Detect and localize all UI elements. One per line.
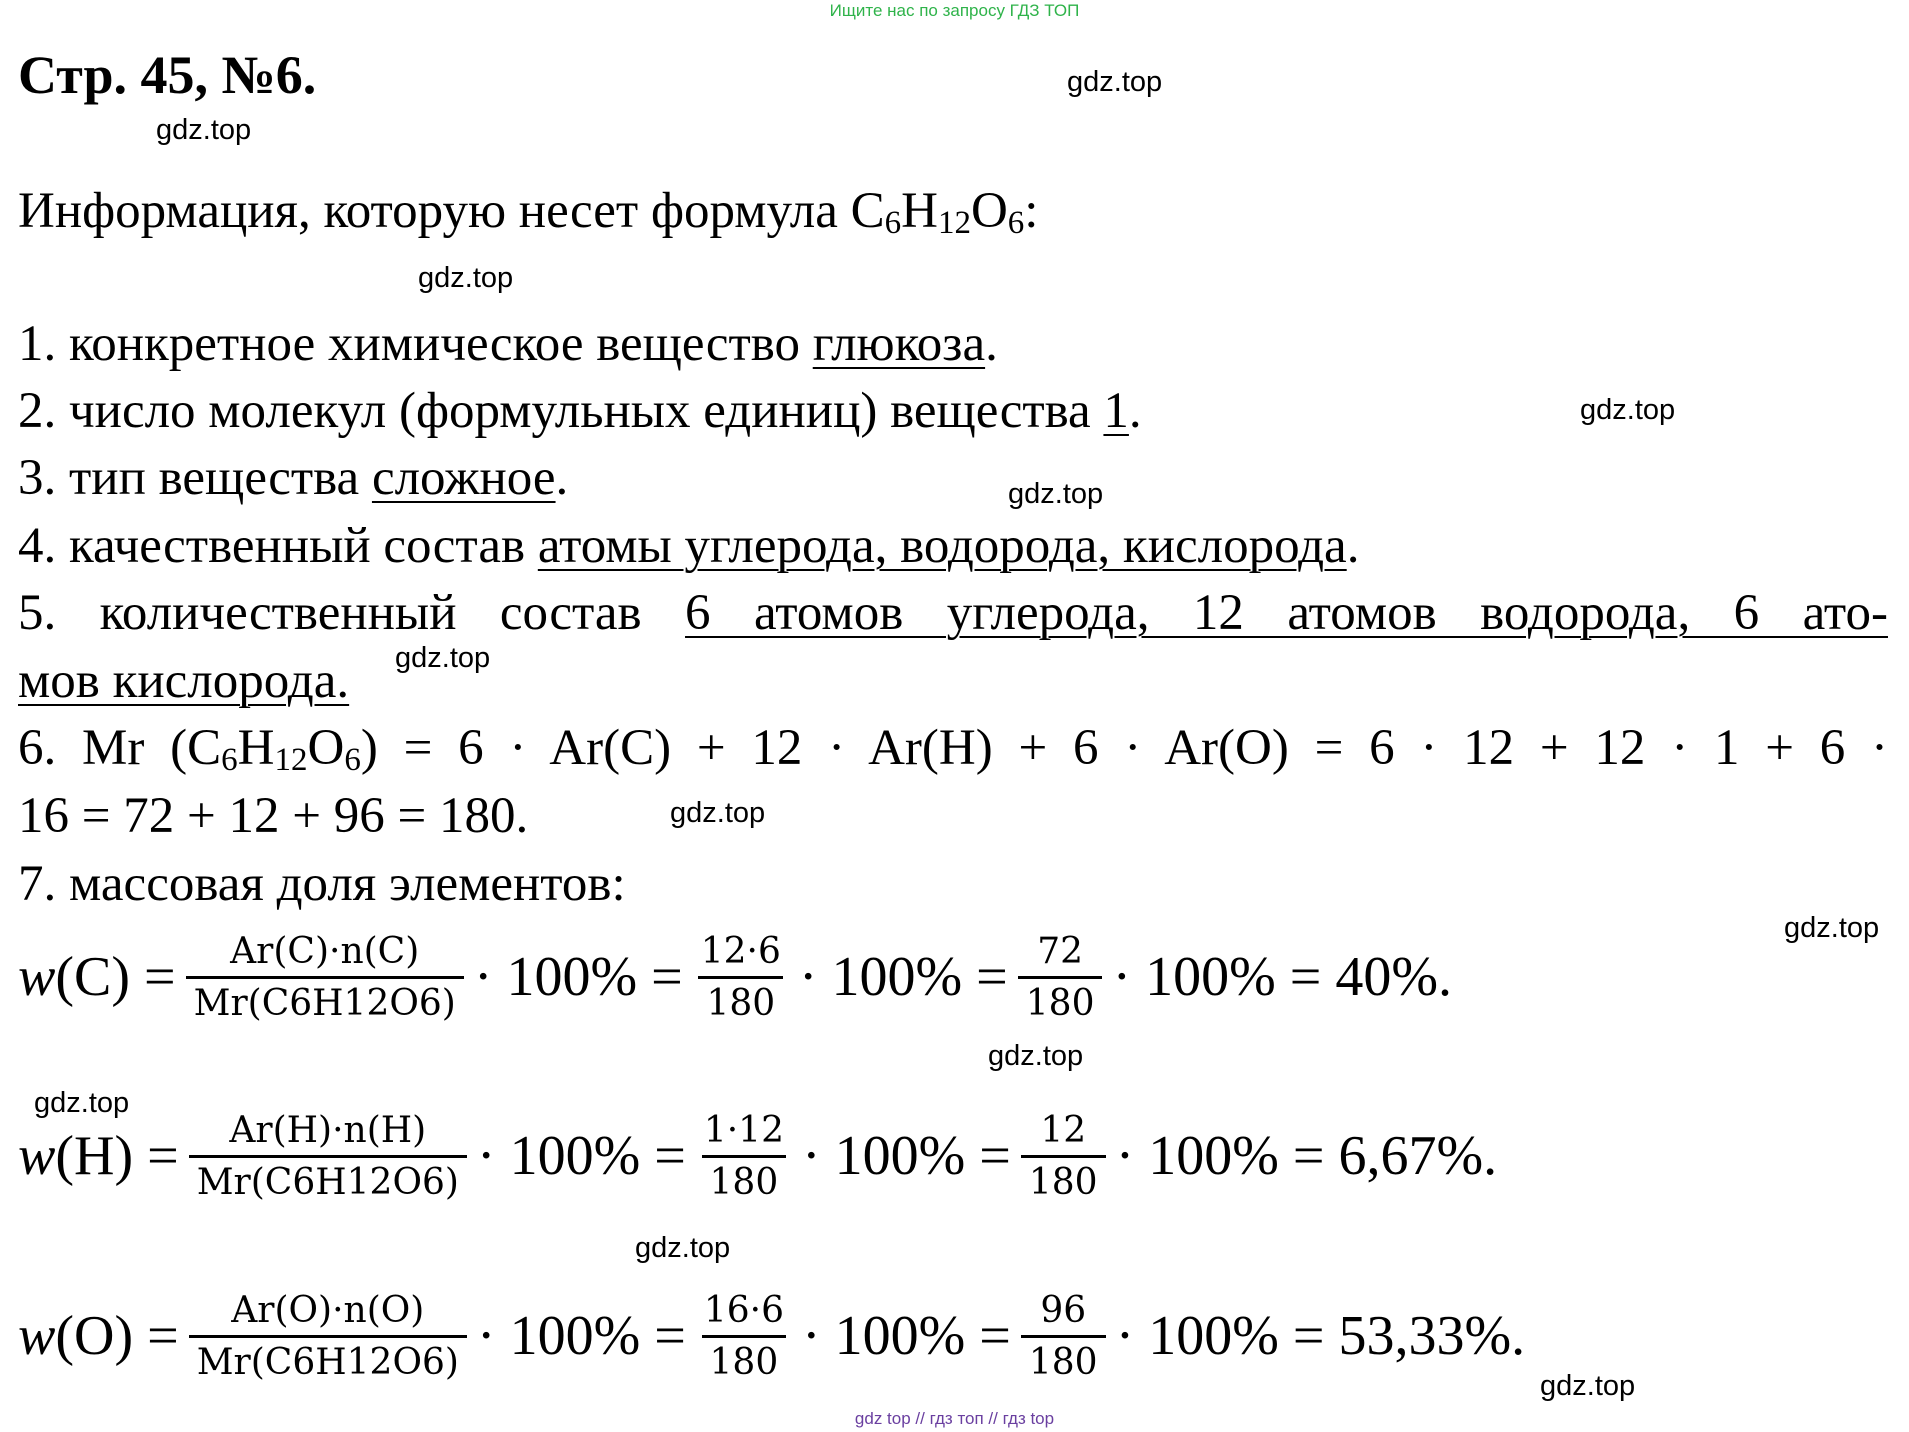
- formula-info-heading: Информация, которую несет формула $C_6H_{12}O_6$:: [18, 183, 1039, 241]
- list-item: 1. конкретное химическое вещество глюкоза.: [18, 316, 998, 372]
- answer: мов кислорода.: [18, 653, 350, 709]
- fraction: $\frac{1\cdot 12}{180}$: [696, 1110, 792, 1203]
- list-item: 5. количественный состав 6 атомов углерода, 12 атомов водорода, 6 ато-: [18, 585, 1888, 641]
- answer: 6 атомов углерода, 12 атомов водорода, 6 ато-: [685, 585, 1888, 641]
- mass-fraction-equation-c: w (C) = $\frac{Ar(C)\cdot n(C)}{Mr(C6H12O6)}$ · 100% = $\frac{12\cdot 6}{180}$ · 100% = $\frac{72}{180}$ · 100% = 40%.: [18, 930, 1453, 1024]
- fraction: $\frac{72}{180}$: [1018, 931, 1103, 1024]
- list-item: 4. качественный состав атомы углерода, водорода, кислорода.: [18, 518, 1360, 574]
- list-item-continuation: 16 = 72 + 12 + 96 = 180.: [18, 788, 529, 844]
- fraction: $\frac{96}{180}$: [1021, 1290, 1106, 1383]
- watermark: gdz.top: [1540, 1370, 1636, 1402]
- fraction: $\frac{Ar(C)\cdot n(C)}{Mr(C6H12O6)}$: [186, 931, 464, 1024]
- list-item: 2. число молекул (формульных единиц) вещества 1.: [18, 383, 1142, 439]
- footer-links[interactable]: gdz top // гдз топ // гдз top: [854, 1409, 1055, 1428]
- watermark: gdz.top: [670, 797, 766, 829]
- answer: атомы углерода, водорода, кислорода: [537, 518, 1347, 574]
- watermark: gdz.top: [1580, 394, 1676, 426]
- mass-fraction-equation-h: w (H) = $\frac{Ar(H)\cdot n(H)}{Mr(C6H12O6)}$ · 100% = $\frac{1\cdot 12}{180}$ · 100% = $\frac{12}{180}$ · 100% = 6,67%.: [18, 1109, 1498, 1203]
- list-item: 6. Mr $(C_6H_{12}O_6) = 6 \cdot Ar(C) + 12 \cdot Ar(H) + 6 \cdot Ar(O) = 6 \cdot 12 + 12 \cdot 1 + 6$ ·: [18, 720, 1888, 778]
- list-item: 7. массовая доля элементов:: [18, 856, 626, 912]
- mass-fraction-equation-o: w (O) = $\frac{Ar(O)\cdot n(O)}{Mr(C6H12O6)}$ · 100% = $\frac{16\cdot 6}{180}$ · 100% = $\frac{96}{180}$ · 100% = 53,33%.: [18, 1289, 1526, 1383]
- fraction: $\frac{16\cdot 6}{180}$: [696, 1290, 792, 1383]
- list-item: 3. тип вещества сложное.: [18, 450, 569, 506]
- search-hint-link[interactable]: Ищите нас по запросу ГДЗ ТОП: [829, 1, 1080, 20]
- watermark: gdz.top: [1008, 478, 1104, 510]
- fraction: $\frac{Ar(O)\cdot n(O)}{Mr(C6H12O6)}$: [189, 1290, 467, 1383]
- watermark: gdz.top: [156, 114, 252, 146]
- watermark: gdz.top: [34, 1087, 130, 1119]
- watermark: gdz.top: [635, 1232, 731, 1264]
- watermark: gdz.top: [418, 262, 514, 294]
- fraction: $\frac{12\cdot 6}{180}$: [693, 931, 789, 1024]
- page-title: Стр. 45, №6.: [18, 45, 317, 105]
- fraction: $\frac{12}{180}$: [1021, 1110, 1106, 1203]
- watermark: gdz.top: [395, 642, 491, 674]
- watermark: gdz.top: [1784, 912, 1880, 944]
- watermark: gdz.top: [1067, 66, 1163, 98]
- answer: глюкоза: [812, 316, 986, 372]
- answer: 1: [1103, 383, 1129, 439]
- fraction: $\frac{Ar(H)\cdot n(H)}{Mr(C6H12O6)}$: [189, 1110, 467, 1203]
- list-item-continuation: [18, 650, 349, 712]
- watermark: gdz.top: [988, 1040, 1084, 1072]
- answer: сложное: [371, 450, 556, 506]
